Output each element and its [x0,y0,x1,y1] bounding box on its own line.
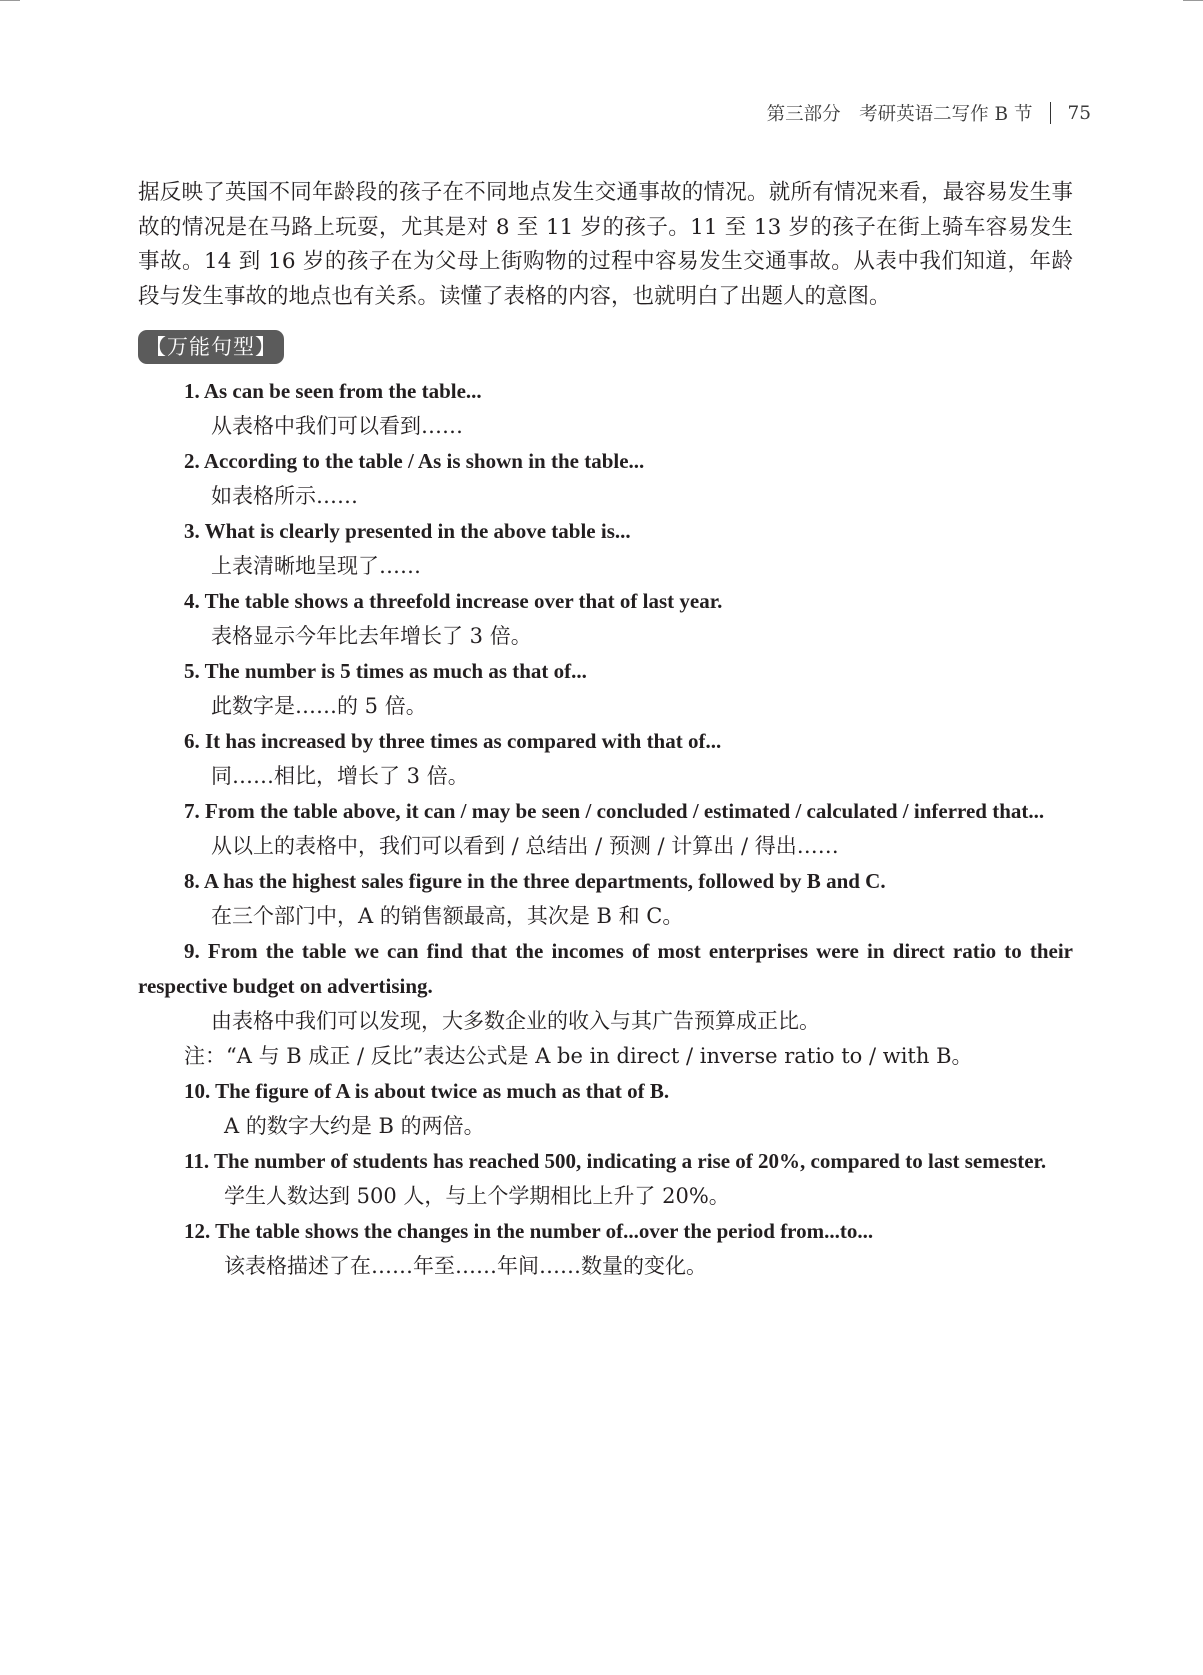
chinese-translation: 该表格描述了在……年至……年间……数量的变化。 [224,1254,707,1278]
header-section-title: 第三部分 考研英语二写作 B 节 [766,104,1033,125]
english-sentence: 4. The table shows a threefold increase over that of last year. [184,589,723,613]
list-item [138,654,1073,724]
chinese-translation: 此数字是……的 5 倍。 [211,694,427,718]
list-item [138,1214,1073,1284]
chinese-translation: 表格显示今年比去年增长了 3 倍。 [211,624,532,648]
english-sentence: 3. What is clearly presented in the above table is... [184,519,631,543]
list-item [138,934,1073,1074]
section-badge: 【万能句型】 [138,330,284,364]
crop-mark-left [0,0,20,1]
english-sentence: 9. From the table we can find that the incomes of most enterprises were in direct ratio to their respective budget on advertising. [138,939,1073,998]
list-item [138,794,1073,864]
chinese-translation: 从以上的表格中，我们可以看到 / 总结出 / 预测 / 计算出 / 得出…… [211,834,839,858]
english-sentence: 12. The table shows the changes in the number of...over the period from...to... [184,1219,874,1243]
list-item [138,864,1073,934]
english-sentence: 2. According to the table / As is shown in the table... [184,449,645,473]
intro-paragraph: 据反映了英国不同年龄段的孩子在不同地点发生交通事故的情况。就所有情况来看，最容易发生事故的情况是在马路上玩耍，尤其是对 8 至 11 岁的孩子。11 至 13 岁的孩子在街上骑车容易发生事故。14 到 16 岁的孩子在为父母上街购物的过程中容易发生交通事故。从表中我们知道，年龄段与发生事故的地点也有关系。读懂了表格的内容，也就明白了出题人的意图。 [138,180,1073,309]
list-item [138,444,1073,514]
crop-mark-right [1183,0,1203,1]
english-sentence: 1. As can be seen from the table... [184,379,482,403]
english-sentence: 10. The figure of A is about twice as much as that of B. [184,1079,670,1103]
usage-note: 注：“A 与 B 成正 / 反比”表达公式是 A be in direct / inverse ratio to / with B。 [184,1044,973,1068]
list-item [138,1144,1073,1214]
sentence-list [138,374,1073,1284]
chinese-translation: 学生人数达到 500 人，与上个学期相比上升了 20%。 [224,1184,730,1208]
chinese-translation: 由表格中我们可以发现，大多数企业的收入与其广告预算成正比。 [211,1009,820,1033]
english-sentence: 8. A has the highest sales figure in the three departments, followed by B and C. [184,869,886,893]
list-item [138,584,1073,654]
list-item [138,724,1073,794]
page-number: 75 [1067,102,1091,124]
list-item [138,514,1073,584]
header-divider [1050,102,1051,124]
chinese-translation: 上表清晰地呈现了…… [211,554,421,578]
running-header [767,100,1091,126]
list-item [138,1074,1073,1144]
chinese-translation: 从表格中我们可以看到…… [211,414,463,438]
english-sentence: 5. The number is 5 times as much as that of... [184,659,587,683]
chinese-translation: 在三个部门中，A 的销售额最高，其次是 B 和 C。 [211,904,684,928]
english-sentence: 7. From the table above, it can / may be seen / concluded / estimated / calculated / inferred that... [184,799,1045,823]
chinese-translation: 如表格所示…… [211,484,358,508]
chinese-translation: A 的数字大约是 B 的两倍。 [224,1114,485,1138]
chinese-translation: 同……相比，增长了 3 倍。 [211,764,469,788]
list-item [138,374,1073,444]
english-sentence: 11. The number of students has reached 500, indicating a rise of 20%, compared to last semester. [184,1149,1047,1173]
english-sentence: 6. It has increased by three times as compared with that of... [184,729,722,753]
